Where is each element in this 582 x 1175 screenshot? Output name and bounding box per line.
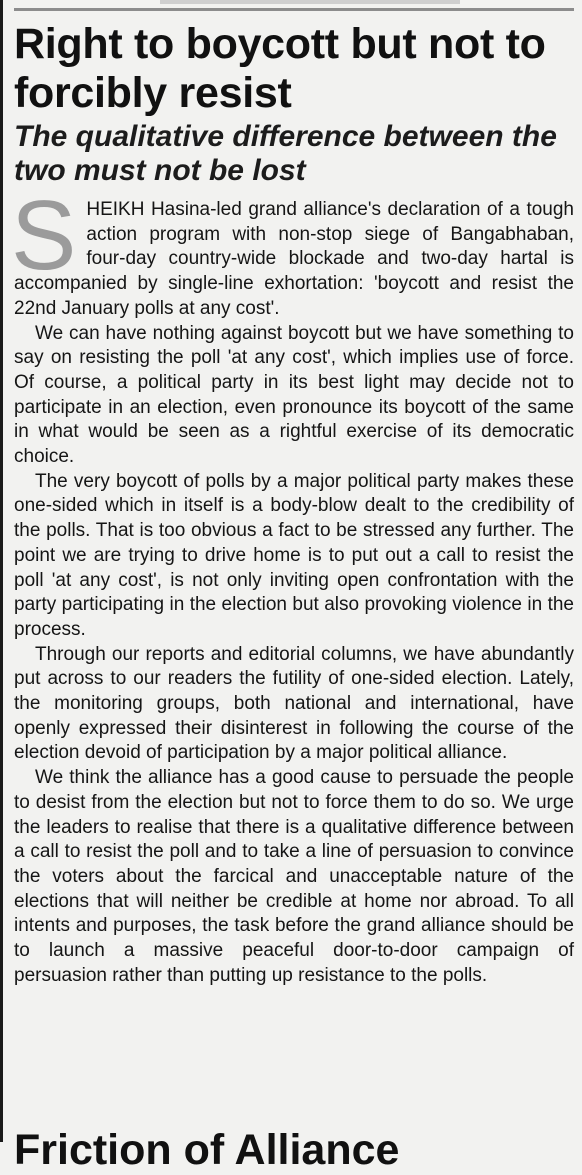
drop-cap: S bbox=[11, 180, 77, 290]
column-left-rule bbox=[0, 0, 3, 1142]
paragraph-5: We think the alliance has a good cause to persuade the people to desist from the election but not to force them to do so. We urge the leaders to realise that there is a qualitative difference between a call to resist the poll and to take a line of persuasion to convince the voters about the farcical and unacceptable nature of the elections that will neither be credible at home nor abroad. To all intents and purposes, the task before the grand alliance should be to launch a massive peaceful door-to-door campaign of persuasion rather than putting up resistance to the polls. bbox=[14, 767, 574, 986]
paragraph-1-text: HEIKH Hasina-led grand alliance's declaration of a tough action program with non-stop siege of Bangabhaban, four-day country-wide blockade and two-day hartal is accompanied by single-line exhortation: 'boycott and resist the 22nd January polls at any cost'. bbox=[14, 199, 574, 319]
editorial-article bbox=[11, 20, 574, 989]
article-headline: Right to boycott but not to forcibly resist bbox=[14, 20, 546, 117]
paragraph-1 bbox=[11, 180, 574, 322]
paragraph-3: The very boycott of polls by a major political party makes these one-sided which in itself is a body-blow dealt to the credibility of the polls. That is too obvious a fact to be stressed any further. The point we are trying to drive home is to put out a call to resist the poll 'at any cost', is not only inviting open confrontation with the party participating in the election but also provoking violence in the process. bbox=[14, 470, 574, 640]
paragraph-2: We can have nothing against boycott but we have something to say on resisting the poll 'at any cost', which implies use of force. Of course, a political party in its best light may decide not to participate in an election, even pronounce its boycott of the same in what would be seen as a rightful exercise of its democratic choice. bbox=[14, 322, 574, 468]
section-top-rule bbox=[14, 8, 574, 11]
article-body bbox=[11, 180, 574, 989]
paragraph-4: Through our reports and editorial columns, we have abundantly put across to our readers the futility of one-sided election. Lately, the monitoring groups, both national and international, have openly expressed their disinterest in following the course of the election devoid of participation by a major political alliance. bbox=[14, 643, 574, 764]
next-article-headline: Friction of Alliance bbox=[14, 1126, 400, 1174]
previous-article-fragment bbox=[160, 0, 460, 4]
article-subheadline: The qualitative difference between the two must not be lost bbox=[14, 120, 557, 187]
